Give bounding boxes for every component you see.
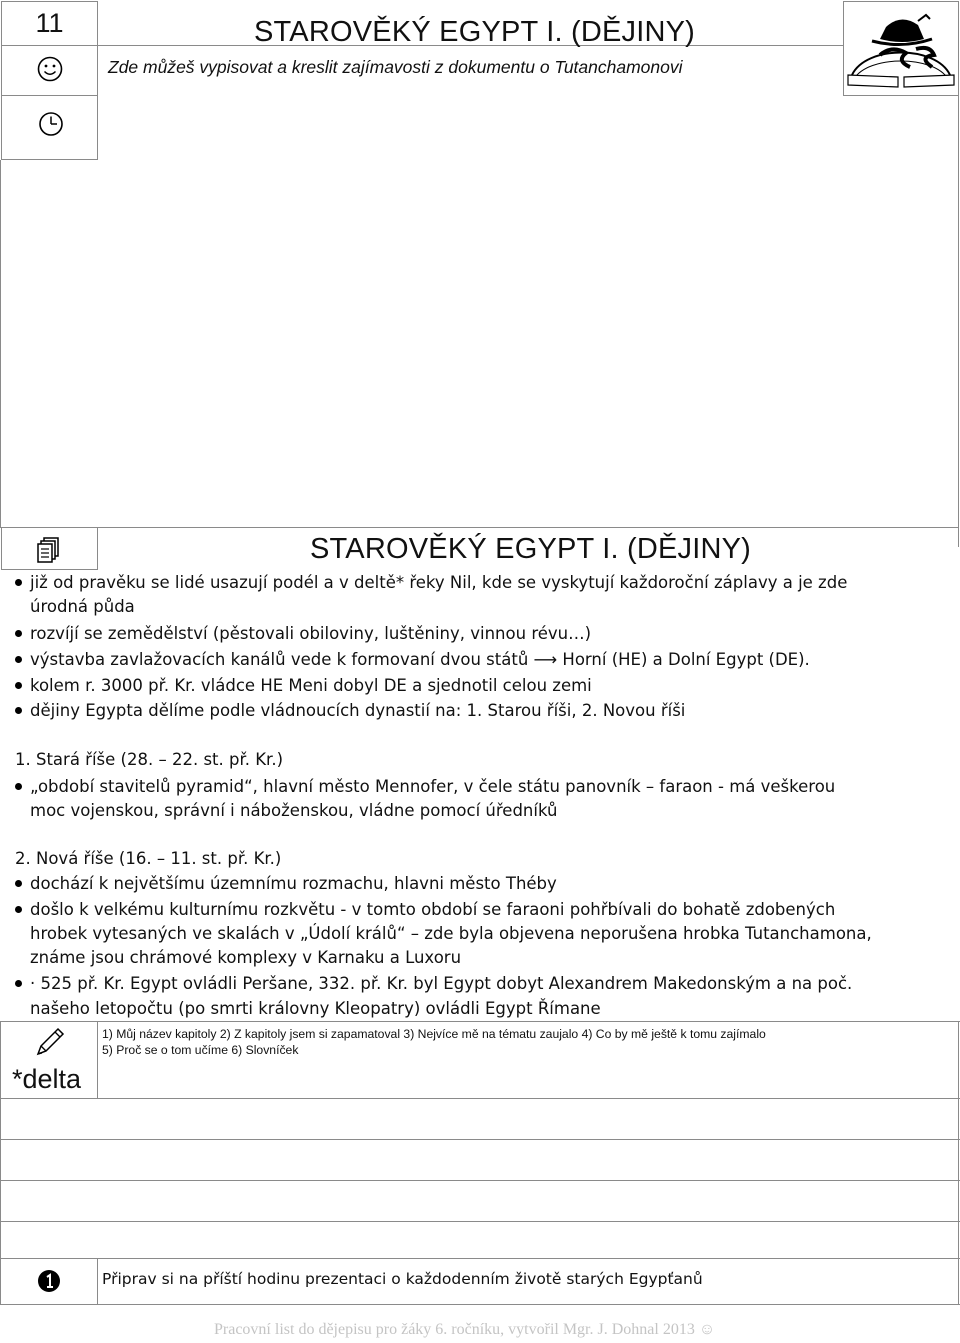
notes-bullet: výstavba zavlažovacích kanálů vede k formovaní dvou států ⟶ Horní (HE) a Dolní Egypt (DE).	[30, 650, 810, 669]
notes-top-line	[97, 527, 959, 528]
exercise-instructions-2: 5) Proč se o tom učíme 6) Slovníček	[102, 1043, 299, 1057]
homework-text: Připrav si na příští hodinu prezentaci o každodenním životě starých Egypťanů	[102, 1270, 703, 1288]
section-heading: 1. Stará říše (28. – 22. st. př. Kr.)	[15, 750, 284, 769]
bullet-dot	[15, 579, 22, 586]
notes-bullet: již od pravěku se lidé usazují podél a v deltě* řeky Nil, kde se vyskytují každoroční záplavy a je zde	[30, 573, 848, 592]
notes-bullet: „období stavitelů pyramid“, hlavní město Mennofer, v čele státu panovník – faraon - má veškerou	[30, 777, 836, 796]
writing-row[interactable]	[1, 1222, 957, 1258]
notes-bullet-cont: hrobek vytesaných ve skalách v „Údolí králů“ – zde byla objevena neporušena hrobka Tutanchamona,	[30, 924, 872, 943]
exercise-instructions-1: 1) Můj název kapitoly 2) Z kapitoly jsem si zapamatoval 3) Nejvíce mě na tématu zaujalo 4) Co by mě ještě k tomu zajímalo	[102, 1027, 766, 1041]
footer-text: Pracovní list do dějepisu pro žáky 6. ročníku, vytvořil Mgr. J. Dohnal 2013 ☺	[214, 1321, 716, 1338]
bullet-dot	[15, 783, 22, 790]
writing-line	[0, 1258, 960, 1259]
homework-bottom-line	[0, 1304, 960, 1305]
notes-bullet-cont: našeho letopočtu (po smrti královny Kleopatry) ovládli Egypt Římane	[30, 999, 601, 1018]
bullet-dot	[15, 630, 22, 637]
exercise-right-line	[958, 1021, 959, 1304]
notes-bullet: došlo k velkému kulturnímu rozkvětu - v tomto období se faraoni pohřbívali do bohatě zdobených	[30, 900, 836, 919]
notes-bullet-cont: známe jsou chrámové komplexy v Karnaku a Luxoru	[30, 948, 462, 967]
number-one-icon	[37, 1269, 61, 1293]
drawing-area-right-border	[958, 96, 959, 528]
drawing-area[interactable]	[98, 96, 958, 528]
bullet-dot	[15, 980, 22, 987]
bullet-dot	[15, 880, 22, 887]
school-logo	[846, 5, 956, 93]
writing-row[interactable]	[1, 1140, 957, 1180]
notes-bullet: dochází k největšímu územnímu rozmachu, hlavni město Théby	[30, 874, 557, 893]
exercise-column-divider	[97, 1021, 98, 1098]
section-heading: 2. Nová říše (16. – 11. st. př. Kr.)	[15, 849, 282, 868]
writing-row[interactable]	[1, 1099, 957, 1139]
clock-icon	[38, 111, 64, 137]
writing-row[interactable]	[1, 1181, 957, 1221]
notes-bullet: · 525 př. Kr. Egypt ovládli Peršane, 332. př. Kr. byl Egypt dobyt Alexandrem Makedonským a na poč.	[30, 974, 853, 993]
smiley-icon	[37, 56, 63, 82]
bullet-dot	[15, 707, 22, 714]
bullet-dot	[15, 906, 22, 913]
bullet-dot	[15, 656, 22, 663]
notes-bullet-cont: moc vojenskou, správní i náboženskou, vládne pomocí úředníků	[30, 801, 558, 820]
notes-bullet-cont: úrodná půda	[30, 597, 135, 616]
page-title: STAROVĚKÝ EGYPT I. (DĚJINY)	[254, 16, 696, 48]
glossary-term: *delta	[12, 1064, 82, 1094]
notes-title: STAROVĚKÝ EGYPT I. (DĚJINY)	[310, 533, 752, 565]
notes-bullet: dějiny Egypta dělíme podle vládnoucích dynastií na: 1. Starou říši, 2. Novou říši	[30, 701, 686, 720]
notes-bullet: rozvíjí se zemědělství (pěstovali obiloviny, luštěniny, vinnou révu…)	[30, 624, 592, 643]
page-subtitle: Zde můžeš vypisovat a kreslit zajímavosti z dokumentu o Tutanchamonovi	[108, 57, 683, 77]
notes-bullet: kolem r. 3000 př. Kr. vládce HE Meni dobyl DE a sjednotil celou zemi	[30, 676, 592, 695]
bullet-dot	[15, 682, 22, 689]
homework-column-divider	[97, 1258, 98, 1304]
exercise-top-line	[0, 1021, 960, 1022]
notes-right-line	[958, 527, 959, 547]
drawing-area-left-border	[0, 160, 1, 528]
notebook-icon	[36, 536, 62, 564]
worksheet-number: 11	[35, 8, 64, 38]
pencil-icon	[34, 1026, 66, 1058]
